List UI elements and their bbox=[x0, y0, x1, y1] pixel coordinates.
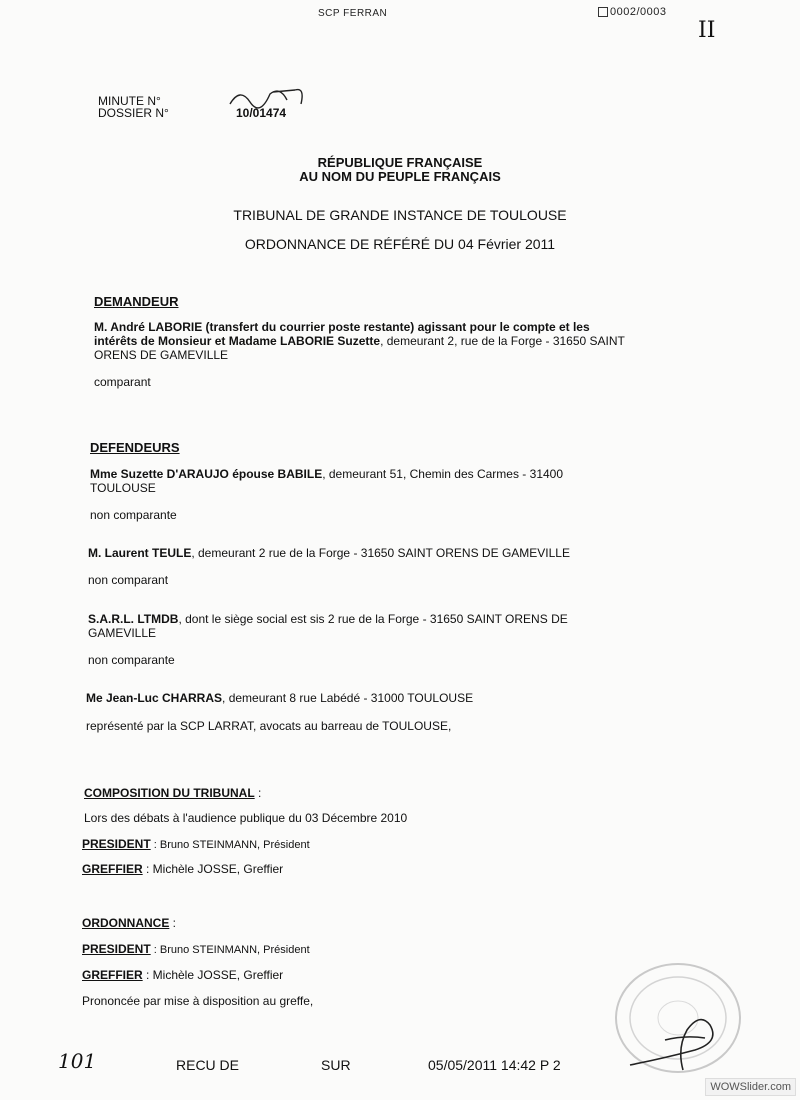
demandeur-name: M. André LABORIE (transfert du courrier poste restante) agissant pour le compte et les intérêts de Monsieur et Madame LABORIE Suzette bbox=[94, 320, 590, 348]
ordonnance-heading-suffix: : bbox=[169, 916, 177, 930]
defendeur-address: , demeurant 8 rue Labédé - 31000 TOULOUSE bbox=[222, 691, 474, 705]
defendeur-name: Me Jean-Luc CHARRAS bbox=[86, 691, 223, 705]
handwritten-number-icon bbox=[225, 82, 315, 112]
demandeur-status: comparant bbox=[94, 375, 151, 389]
roman-numeral: II bbox=[698, 18, 716, 43]
demandeur-address: , demeurant 2, rue de la Forge - 31650 SAINT ORENS DE GAMEVILLE bbox=[94, 334, 625, 362]
fax-header-center: SCP FERRAN bbox=[318, 8, 388, 19]
dossier-value: 10/01474 bbox=[236, 106, 287, 120]
composition-president bbox=[82, 837, 310, 851]
greffier-label: GREFFIER bbox=[82, 862, 143, 876]
greffier-value: : Michèle JOSSE, Greffier bbox=[142, 862, 284, 876]
people-title: AU NOM DU PEUPLE FRANÇAIS bbox=[299, 169, 501, 184]
republic-title: RÉPUBLIQUE FRANÇAISE bbox=[317, 155, 483, 170]
defendeur-2 bbox=[88, 546, 648, 560]
ordonnance-greffier bbox=[82, 968, 283, 982]
greffier-label: GREFFIER bbox=[82, 968, 143, 982]
demandeur-heading: DEMANDEUR bbox=[94, 294, 179, 309]
defendeur-address: , demeurant 2 rue de la Forge - 31650 SAINT ORENS DE GAMEVILLE bbox=[191, 546, 570, 560]
signature-icon bbox=[625, 1010, 735, 1075]
ordonnance-president bbox=[82, 942, 310, 956]
footer-sur: SUR bbox=[321, 1057, 351, 1073]
defendeur-address: , dont le siège social est sis 2 rue de la Forge - 31650 SAINT ORENS DE GAMEVILLE bbox=[88, 612, 568, 640]
fax-header-right bbox=[598, 6, 667, 18]
ordonnance-title: ORDONNANCE DE RÉFÉRÉ DU 04 Février 2011 bbox=[244, 236, 556, 252]
page-mark: 101 bbox=[58, 1049, 97, 1073]
fax-icon bbox=[598, 7, 608, 17]
defendeur-status: non comparante bbox=[88, 653, 175, 667]
debats-line: Lors des débats à l'audience publique du 03 Décembre 2010 bbox=[84, 811, 408, 825]
composition-greffier bbox=[82, 862, 283, 876]
president-value: : Bruno STEINMANN, Président bbox=[150, 839, 310, 851]
court-title: TRIBUNAL DE GRANDE INSTANCE DE TOULOUSE bbox=[233, 207, 567, 223]
defendeur-4 bbox=[86, 691, 646, 705]
watermark-badge: WOWSlider.com bbox=[705, 1078, 796, 1096]
defendeur-status: représenté par la SCP LARRAT, avocats au barreau de TOULOUSE, bbox=[86, 719, 452, 733]
defendeur-3 bbox=[88, 612, 633, 640]
composition-heading-label: COMPOSITION DU TRIBUNAL bbox=[84, 786, 255, 800]
footer-datetime: 05/05/2011 14:42 P 2 bbox=[428, 1057, 561, 1073]
defendeur-status: non comparante bbox=[90, 508, 177, 522]
president-label: PRESIDENT bbox=[82, 942, 151, 956]
president-value: : Bruno STEINMANN, Président bbox=[150, 944, 310, 956]
defendeurs-heading: DEFENDEURS bbox=[90, 440, 180, 455]
defendeur-name: M. Laurent TEULE bbox=[88, 546, 192, 560]
defendeur-1 bbox=[90, 467, 630, 495]
demandeur-party bbox=[94, 320, 634, 362]
president-label: PRESIDENT bbox=[82, 837, 151, 851]
defendeur-status: non comparant bbox=[88, 573, 169, 587]
ordonnance-heading bbox=[82, 916, 176, 930]
minute-label: MINUTE N° bbox=[98, 94, 161, 108]
prononcee-line: Prononcée par mise à disposition au greffe, bbox=[82, 994, 314, 1008]
defendeur-name: Mme Suzette D'ARAUJO épouse BABILE bbox=[90, 467, 323, 481]
fax-page-count: 0002/0003 bbox=[610, 6, 667, 18]
dossier-label: DOSSIER N° bbox=[98, 106, 169, 120]
defendeur-address: , demeurant 51, Chemin des Carmes - 31400 TOULOUSE bbox=[90, 467, 564, 495]
defendeur-name: S.A.R.L. LTMDB bbox=[88, 612, 179, 626]
ordonnance-heading-label: ORDONNANCE bbox=[82, 916, 170, 930]
greffier-value: : Michèle JOSSE, Greffier bbox=[142, 968, 284, 982]
composition-heading bbox=[84, 786, 261, 800]
composition-heading-suffix: : bbox=[254, 786, 262, 800]
footer-recu-de: RECU DE bbox=[176, 1057, 240, 1073]
